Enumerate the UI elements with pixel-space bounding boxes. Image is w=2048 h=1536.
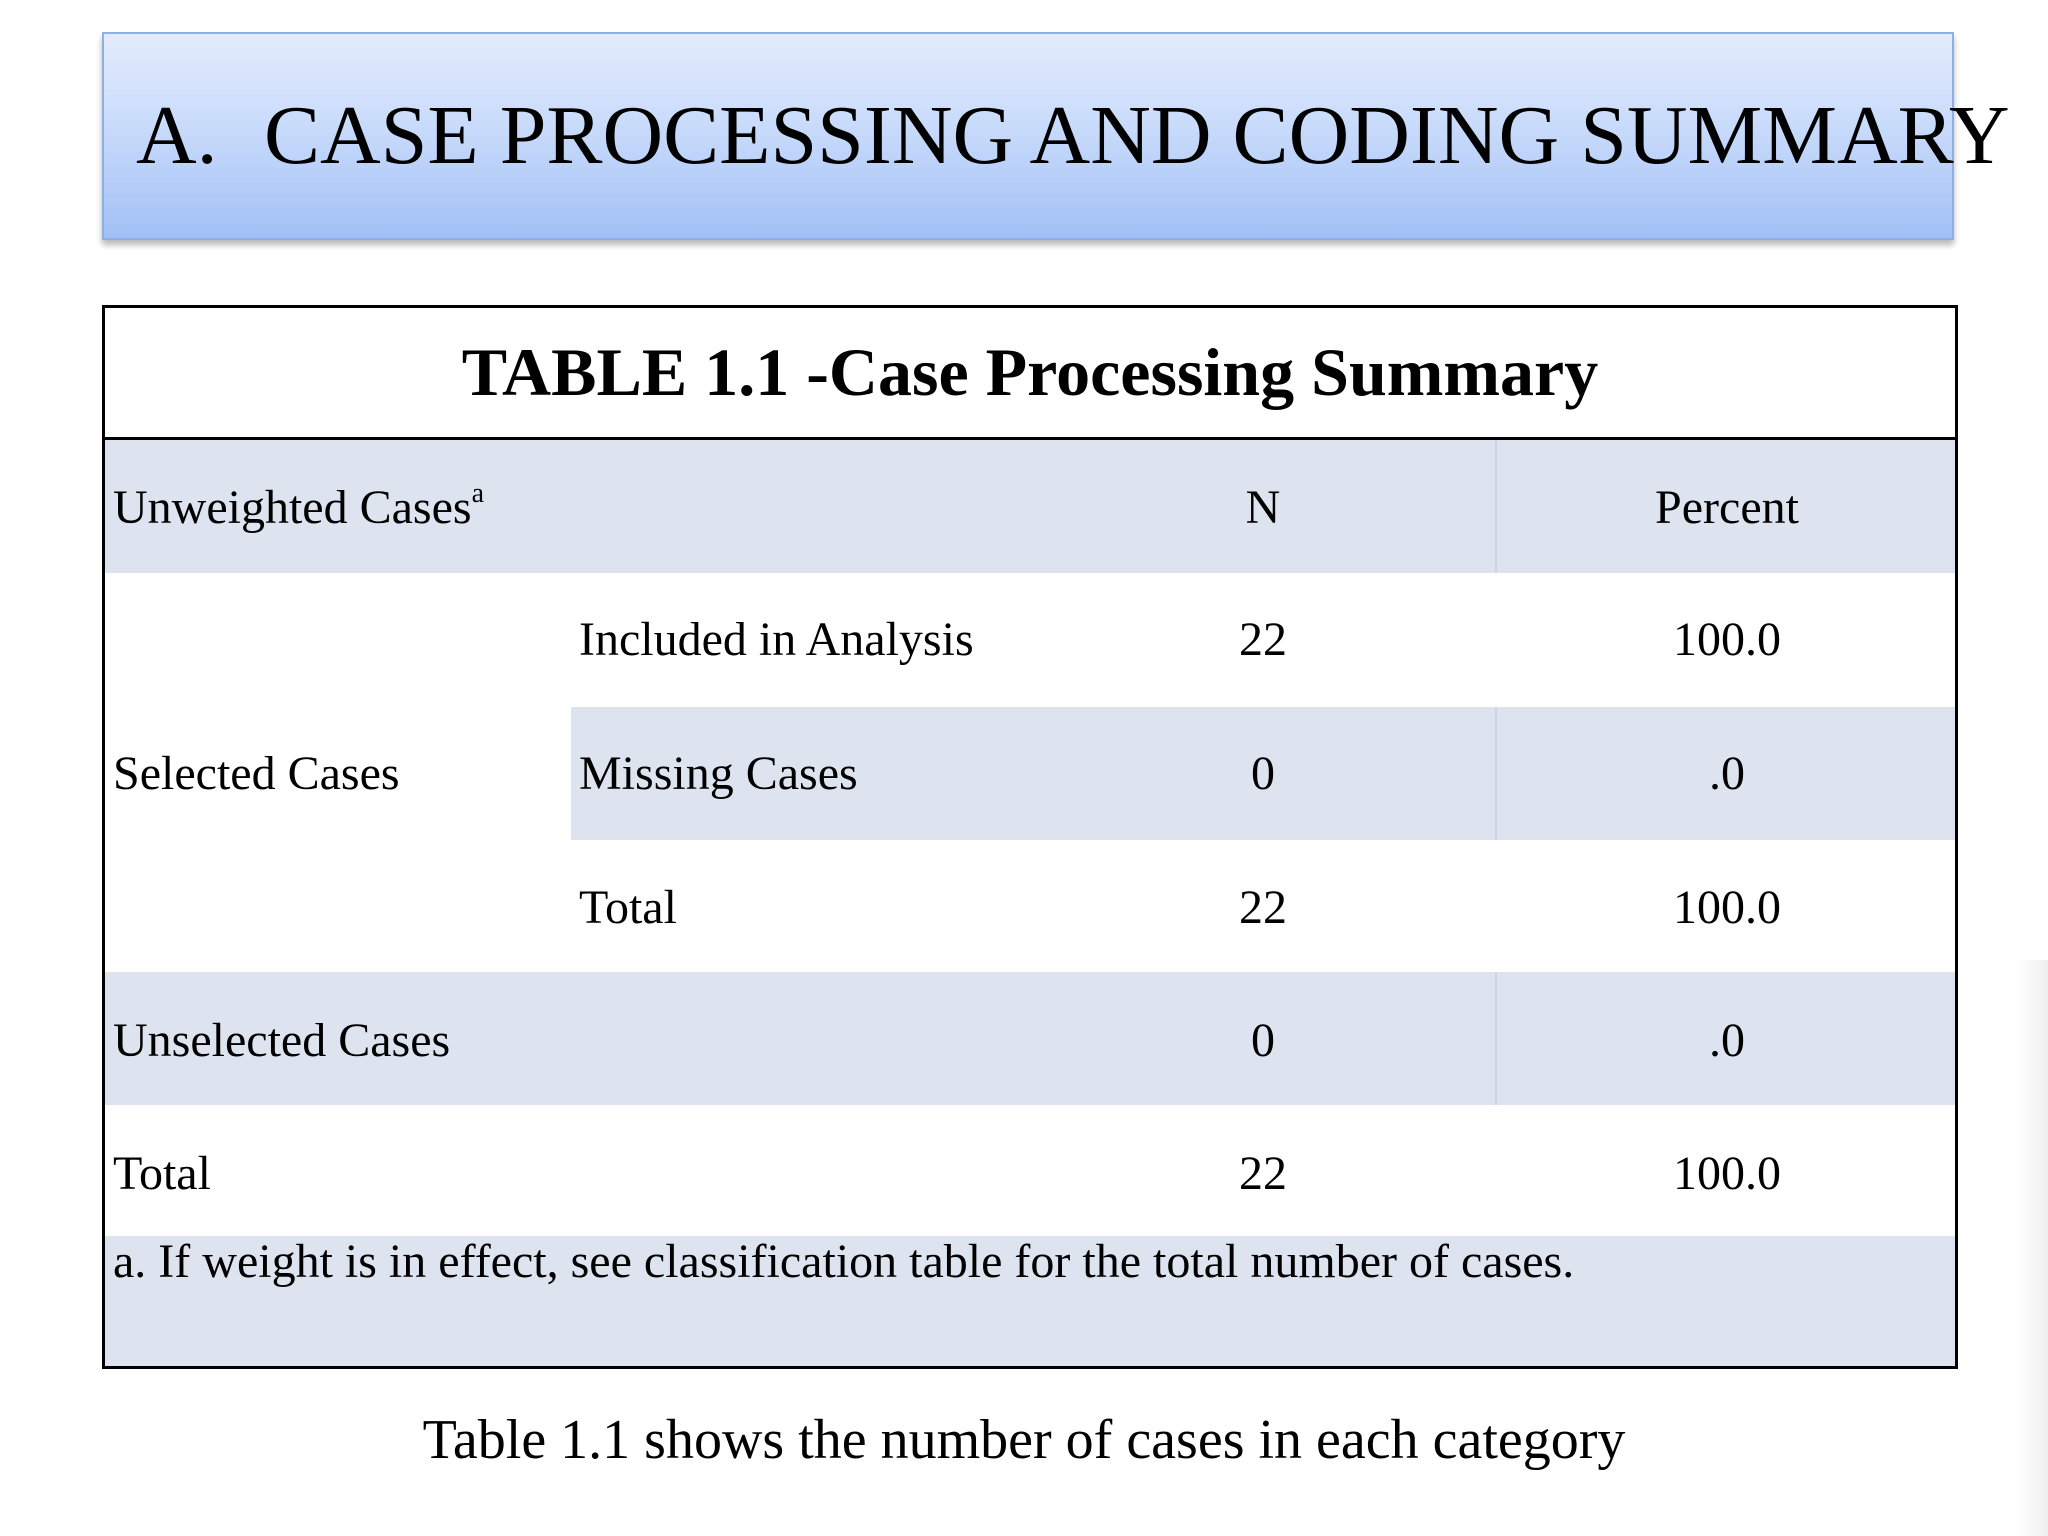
row-label: Total <box>113 1147 211 1200</box>
row-percent: 100.0 <box>1673 613 1781 666</box>
row-label: Included in Analysis <box>579 613 974 666</box>
section-title-banner <box>102 32 2010 240</box>
header-unweighted-cases <box>113 478 485 534</box>
row-n: 22 <box>1239 881 1287 934</box>
row-label: Missing Cases <box>579 747 858 800</box>
section-title <box>104 89 2010 182</box>
header-percent: Percent <box>1655 481 1799 534</box>
row-n: 22 <box>1239 613 1287 666</box>
row-n: 22 <box>1239 1147 1287 1200</box>
row-label: Total <box>579 881 677 934</box>
table-footnote: a. If weight is in effect, see classification table for the total number of cases. <box>113 1235 1575 1288</box>
row-percent: .0 <box>1709 747 1745 800</box>
section-letter: A. <box>136 89 218 182</box>
row-percent: 100.0 <box>1673 881 1781 934</box>
row-percent: 100.0 <box>1673 1147 1781 1200</box>
column-separator <box>1495 707 1497 840</box>
table-caption: Table 1.1 shows the number of cases in each category <box>422 1409 1626 1471</box>
footnote-marker: a <box>471 478 485 509</box>
row-percent: .0 <box>1709 1014 1745 1067</box>
section-title-text: CASE PROCESSING AND CODING SUMMARY <box>264 89 2010 182</box>
selected-cases-label: Selected Cases <box>113 747 400 800</box>
edge-shade <box>2018 960 2048 1536</box>
row-label: Unselected Cases <box>113 1014 451 1067</box>
row-n: 0 <box>1251 1014 1275 1067</box>
header-n: N <box>1245 481 1281 534</box>
row-n: 0 <box>1251 747 1275 800</box>
column-separator <box>1495 440 1497 573</box>
table-title: TABLE 1.1 -Case Processing Summary <box>105 308 1955 440</box>
header-label: Unweighted Cases <box>113 481 472 534</box>
case-processing-table <box>102 305 1958 1369</box>
column-separator <box>1495 972 1497 1105</box>
